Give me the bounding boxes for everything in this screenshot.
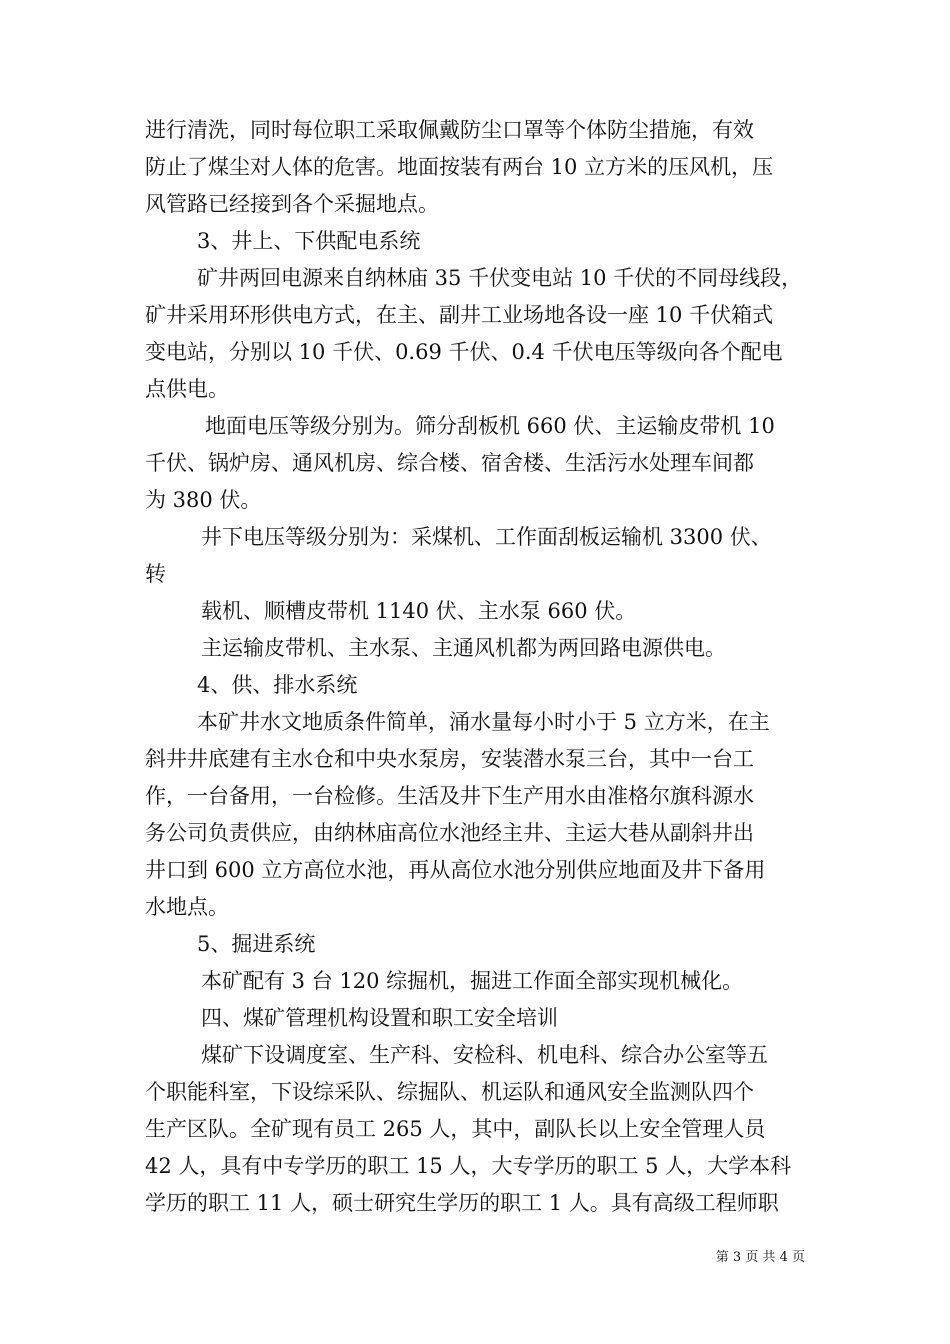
section-heading: 3、井上、下供配电系统 [197, 229, 421, 253]
text-line: 点供电。 [145, 377, 229, 401]
text-line: 务公司负责供应，由纳林庙高位水池经主井、主运大巷从副斜井出 [145, 821, 754, 845]
section-heading: 四、煤矿管理机构设置和职工安全培训 [201, 1006, 558, 1030]
section-heading: 5、掘进系统 [197, 932, 316, 956]
document-body [145, 112, 825, 1222]
text-line: 为 380 伏。 [145, 488, 262, 512]
text-line: 本矿井水文地质条件简单，涌水量每小时小于 5 立方米，在主 [197, 710, 770, 734]
text-line: 水地点。 [145, 895, 229, 919]
text-line: 千伏、锅炉房、通风机房、综合楼、宿舍楼、生活污水处理车间都 [145, 451, 754, 475]
text-line: 煤矿下设调度室、生产科、安检科、机电科、综合办公室等五 [201, 1043, 768, 1067]
text-line: 进行清洗，同时每位职工采取佩戴防尘口罩等个体防尘措施，有效 [145, 118, 754, 142]
text-line: 主运输皮带机、主水泵、主通风机都为两回路电源供电。 [201, 636, 726, 660]
text-line: 本矿配有 3 台 120 综掘机，掘进工作面全部实现机械化。 [201, 969, 744, 993]
text-line: 矿井两回电源来自纳林庙 35 千伏变电站 10 千伏的不同母线段， [197, 266, 803, 290]
text-line: 风管路已经接到各个采掘地点。 [145, 192, 439, 216]
text-line: 作，一台备用，一台检修。生活及井下生产用水由准格尔旗科源水 [145, 784, 754, 808]
text-line: 个职能科室，下设综采队、综掘队、机运队和通风安全监测队四个 [145, 1080, 754, 1104]
text-line: 生产区队。全矿现有员工 265 人，其中，副队长以上安全管理人员 [145, 1117, 766, 1141]
text-line: 井口到 600 立方高位水池，再从高位水池分别供应地面及井下备用 [145, 858, 766, 882]
text-line: 学历的职工 11 人，硕士研究生学历的职工 1 人。具有高级工程师职 [145, 1191, 779, 1215]
text-line: 地面电压等级分别为。筛分刮板机 660 伏、主运输皮带机 10 [205, 414, 775, 438]
text-line: 载机、顺槽皮带机 1140 伏、主水泵 660 伏。 [201, 599, 637, 623]
text-line: 矿井采用环形供电方式，在主、副井工业场地各设一座 10 千伏箱式 [145, 303, 774, 327]
page-number: 第 3 页 共 4 页 [715, 1250, 805, 1265]
section-heading: 4、供、排水系统 [197, 673, 358, 697]
text-line: 转 [145, 562, 166, 586]
text-line: 斜井井底建有主水仓和中央水泵房，安装潜水泵三台，其中一台工 [145, 747, 754, 771]
text-line: 42 人，具有中专学历的职工 15 人，大专学历的职工 5 人，大学本科 [145, 1154, 792, 1178]
text-line: 井下电压等级分别为：采煤机、工作面刮板运输机 3300 伏、 [201, 525, 772, 549]
text-line: 变电站，分别以 10 千伏、0.69 千伏、0.4 千伏电压等级向各个配电 [145, 340, 783, 364]
text-line: 防止了煤尘对人体的危害。地面按装有两台 10 立方米的压风机，压 [145, 155, 774, 179]
